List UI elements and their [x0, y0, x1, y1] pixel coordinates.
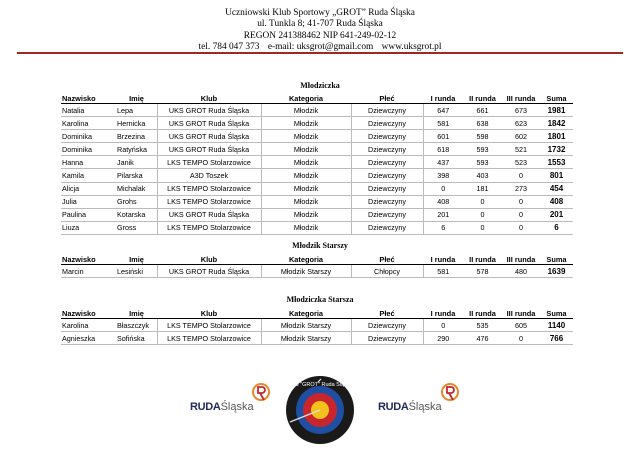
table-cell: Młodzik	[261, 182, 351, 195]
column-header: Klub	[157, 254, 261, 265]
table-cell: 1553	[540, 156, 573, 169]
logo-left-light: Śląska	[220, 401, 254, 413]
results-table	[61, 254, 573, 278]
column-header: Klub	[157, 308, 261, 319]
logo-right-bold: RUDA	[378, 401, 409, 413]
table-cell: Natalia	[61, 104, 116, 117]
table-cell: Paulina	[61, 208, 116, 221]
column-header: Nazwisko	[61, 93, 116, 104]
column-header: Płeć	[351, 93, 423, 104]
table-cell: Kotarska	[116, 208, 157, 221]
column-header: Płeć	[351, 254, 423, 265]
table-cell: Młodzik	[261, 130, 351, 143]
table-cell: 181	[463, 182, 502, 195]
table-row	[61, 265, 573, 278]
table-cell: Dziewczyny	[351, 182, 423, 195]
table-cell: Hanna	[61, 156, 116, 169]
ruda-slaska-logo-left	[190, 401, 254, 413]
table-cell: A3D Toszek	[157, 169, 261, 182]
column-header: I runda	[423, 308, 463, 319]
table-cell: 273	[502, 182, 540, 195]
section-title: Młodziczka	[300, 81, 340, 90]
table-cell: Dominika	[61, 130, 116, 143]
table-cell: Dziewczyny	[351, 130, 423, 143]
table-cell: 0	[502, 208, 540, 221]
table-header-row	[61, 308, 573, 319]
table-cell: Ratyńska	[116, 143, 157, 156]
column-header: Klub	[157, 93, 261, 104]
table-cell: UKS GROT Ruda Śląska	[157, 208, 261, 221]
column-header: I runda	[423, 93, 463, 104]
table-cell: 601	[423, 130, 463, 143]
table-cell: Młodzik	[261, 208, 351, 221]
column-header: Imię	[116, 254, 157, 265]
table-cell: Agnieszka	[61, 332, 116, 345]
table-cell: 408	[423, 195, 463, 208]
club-email: e-mail: uksgrot@gmail.com	[267, 42, 374, 53]
table-cell: Dziewczyny	[351, 169, 423, 182]
table-cell: UKS GROT Ruda Śląska	[157, 143, 261, 156]
table-cell: Dziewczyny	[351, 156, 423, 169]
table-cell: 1140	[540, 319, 573, 332]
table-header-row	[61, 254, 573, 265]
column-header: III runda	[502, 254, 540, 265]
table-cell: 673	[502, 104, 540, 117]
table-cell: Dziewczyny	[351, 143, 423, 156]
table-cell: 602	[502, 130, 540, 143]
table-cell: 0	[463, 195, 502, 208]
table-cell: Hernicka	[116, 117, 157, 130]
table-cell: Młodzik	[261, 195, 351, 208]
logo-right-light: Śląska	[408, 401, 442, 413]
table-cell: Gross	[116, 221, 157, 234]
table-cell: 638	[463, 117, 502, 130]
table-cell: 6	[540, 221, 573, 234]
table-cell: Lesiński	[116, 265, 157, 278]
column-header: Suma	[540, 93, 573, 104]
table-cell: 201	[540, 208, 573, 221]
column-header: II runda	[463, 93, 502, 104]
table-cell: 0	[502, 221, 540, 234]
table-cell: Dominika	[61, 143, 116, 156]
table-cell: LKS TEMPO Stolarzowice	[157, 221, 261, 234]
section-title: Młodzik Starszy	[292, 241, 348, 250]
table-cell: Młodzik Starszy	[261, 265, 351, 278]
table-row	[61, 221, 573, 234]
table-cell: Młodzik	[261, 104, 351, 117]
table-cell: Młodzik Starszy	[261, 319, 351, 332]
table-cell: Młodzik	[261, 143, 351, 156]
table-cell: 476	[463, 332, 502, 345]
table-row	[61, 195, 573, 208]
table-row	[61, 130, 573, 143]
table-row	[61, 208, 573, 221]
table-row	[61, 156, 573, 169]
table-cell: Grohs	[116, 195, 157, 208]
table-cell: 1639	[540, 265, 573, 278]
table-cell: Młodzik	[261, 221, 351, 234]
table-cell: Liuza	[61, 221, 116, 234]
table-cell: Dziewczyny	[351, 104, 423, 117]
table-cell: Karolina	[61, 319, 116, 332]
column-header: Nazwisko	[61, 308, 116, 319]
table-cell: 480	[502, 265, 540, 278]
column-header: II runda	[463, 308, 502, 319]
table-cell: UKS GROT Ruda Śląska	[157, 117, 261, 130]
table-cell: 0	[502, 169, 540, 182]
table-cell: 647	[423, 104, 463, 117]
table-cell: 1981	[540, 104, 573, 117]
table-cell: Lepa	[116, 104, 157, 117]
logo-left-bold: RUDA	[190, 401, 221, 413]
ruda-slaska-emblem-left	[251, 382, 271, 406]
column-header: Nazwisko	[61, 254, 116, 265]
table-row	[61, 182, 573, 195]
grot-club-target-logo	[285, 372, 355, 447]
table-cell: Chłopcy	[351, 265, 423, 278]
club-registration: REGON 241388462 NIP 641-249-02-12	[243, 30, 397, 41]
table-cell: Julia	[61, 195, 116, 208]
letterhead	[0, 8, 640, 54]
table-cell: LKS TEMPO Stolarzowice	[157, 332, 261, 345]
club-phone: tel. 784 047 373	[198, 42, 260, 53]
column-header: Suma	[540, 254, 573, 265]
table-cell: 0	[463, 221, 502, 234]
table-cell: Dziewczyny	[351, 117, 423, 130]
table-row	[61, 319, 573, 332]
table-cell: Młodzik	[261, 169, 351, 182]
column-header: Kategoria	[261, 308, 351, 319]
results-table	[61, 93, 573, 235]
table-cell: 403	[463, 169, 502, 182]
table-cell: 0	[502, 195, 540, 208]
table-cell: 521	[502, 143, 540, 156]
club-logo-text: UKS "GROT" Ruda Śląska	[287, 382, 353, 388]
table-cell: Sofińska	[116, 332, 157, 345]
club-address: ul. Tunkla 8; 41-707 Ruda Śląska	[257, 19, 383, 30]
table-cell: 408	[540, 195, 573, 208]
table-cell: Michalak	[116, 182, 157, 195]
table-cell: 1732	[540, 143, 573, 156]
table-cell: 398	[423, 169, 463, 182]
table-cell: 593	[463, 156, 502, 169]
table-cell: Błaszczyk	[116, 319, 157, 332]
table-row	[61, 117, 573, 130]
column-header: II runda	[463, 254, 502, 265]
table-cell: UKS GROT Ruda Śląska	[157, 104, 261, 117]
table-cell: Karolina	[61, 117, 116, 130]
table-row	[61, 143, 573, 156]
column-header: Kategoria	[261, 93, 351, 104]
table-cell: 0	[423, 319, 463, 332]
column-header: Imię	[116, 308, 157, 319]
table-cell: 581	[423, 265, 463, 278]
table-cell: 0	[463, 208, 502, 221]
results-table	[61, 308, 573, 345]
header-divider	[17, 52, 623, 54]
table-cell: Alicja	[61, 182, 116, 195]
table-cell: LKS TEMPO Stolarzowice	[157, 156, 261, 169]
table-cell: 581	[423, 117, 463, 130]
table-cell: 605	[502, 319, 540, 332]
column-header: III runda	[502, 308, 540, 319]
table-cell: Janik	[116, 156, 157, 169]
table-cell: Dziewczyny	[351, 332, 423, 345]
column-header: Kategoria	[261, 254, 351, 265]
table-cell: Dziewczyny	[351, 208, 423, 221]
table-cell: 201	[423, 208, 463, 221]
column-header: III runda	[502, 93, 540, 104]
table-cell: Brzezina	[116, 130, 157, 143]
table-cell: 598	[463, 130, 502, 143]
table-cell: Kamila	[61, 169, 116, 182]
table-cell: 454	[540, 182, 573, 195]
table-cell: 0	[502, 332, 540, 345]
table-cell: Marcin	[61, 265, 116, 278]
table-cell: 437	[423, 156, 463, 169]
table-cell: Młodzik Starszy	[261, 332, 351, 345]
table-cell: 618	[423, 143, 463, 156]
table-cell: Dziewczyny	[351, 319, 423, 332]
column-header: Suma	[540, 308, 573, 319]
ruda-slaska-logo-right	[378, 401, 442, 413]
club-website: www.uksgrot.pl	[381, 42, 442, 53]
table-cell: 578	[463, 265, 502, 278]
table-cell: LKS TEMPO Stolarzowice	[157, 319, 261, 332]
column-header: Płeć	[351, 308, 423, 319]
table-cell: Młodzik	[261, 117, 351, 130]
table-cell: LKS TEMPO Stolarzowice	[157, 195, 261, 208]
table-cell: 535	[463, 319, 502, 332]
table-cell: 290	[423, 332, 463, 345]
table-cell: 593	[463, 143, 502, 156]
table-cell: UKS GROT Ruda Śląska	[157, 265, 261, 278]
table-cell: Pilarska	[116, 169, 157, 182]
table-cell: Młodzik	[261, 156, 351, 169]
table-row	[61, 169, 573, 182]
column-header: Imię	[116, 93, 157, 104]
table-cell: 623	[502, 117, 540, 130]
table-cell: 0	[423, 182, 463, 195]
table-cell: Dziewczyny	[351, 195, 423, 208]
table-cell: 766	[540, 332, 573, 345]
table-cell: 661	[463, 104, 502, 117]
column-header: I runda	[423, 254, 463, 265]
table-cell: LKS TEMPO Stolarzowice	[157, 182, 261, 195]
club-name: Uczniowski Klub Sportowy „GROT” Ruda Śląska	[225, 8, 415, 18]
table-cell: 1842	[540, 117, 573, 130]
table-header-row	[61, 93, 573, 104]
table-cell: 523	[502, 156, 540, 169]
table-cell: 6	[423, 221, 463, 234]
section-title: Młodziczka Starsza	[286, 295, 354, 304]
table-cell: Dziewczyny	[351, 221, 423, 234]
table-row	[61, 104, 573, 117]
table-cell: 1801	[540, 130, 573, 143]
table-cell: UKS GROT Ruda Śląska	[157, 130, 261, 143]
table-row	[61, 332, 573, 345]
ruda-slaska-emblem-right	[440, 382, 460, 406]
table-cell: 801	[540, 169, 573, 182]
